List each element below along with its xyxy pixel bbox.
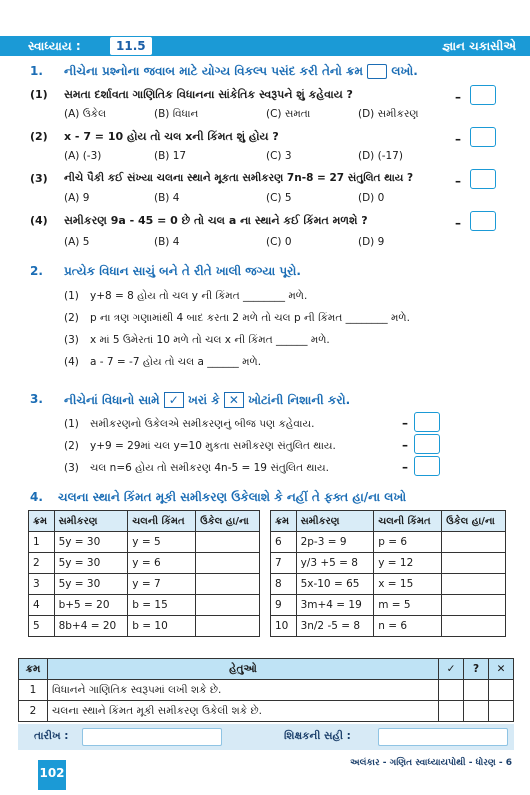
- q3-opt-b: (B) 4: [154, 192, 180, 204]
- s3-item1-no: (1): [64, 418, 79, 430]
- cell-no: 7: [271, 553, 297, 574]
- cell-equation: 2p-3 = 9: [296, 532, 374, 553]
- q3-text: નીચે પૈકી કઈ સંખ્યા ચલના સ્થાને મૂકતા સમીકરણ 7n-8 = 27 સંતુલિત થાય ?: [64, 172, 414, 184]
- section3-title-wrap: [64, 392, 350, 408]
- cell-equation: 5y = 30: [54, 553, 128, 574]
- table-row: [271, 616, 506, 637]
- cell-value: b = 15: [128, 595, 196, 616]
- q2-opt-a: (A) (-3): [64, 150, 102, 162]
- cell-answer[interactable]: [442, 574, 506, 595]
- goals-header-row: [19, 659, 514, 680]
- s2-item1-text: y+8 = 8 હોય તો ચલ y ની કિંમત ________ મળે.: [90, 290, 308, 302]
- goals-header-question-icon: ?: [464, 659, 489, 680]
- cell-answer[interactable]: [196, 595, 260, 616]
- goals-header-cross-icon: ✕: [489, 659, 514, 680]
- q1-opt-a: (A) ઉકેલ: [64, 108, 107, 120]
- goals-row-no: 1: [19, 680, 48, 701]
- q2-dash: –: [455, 132, 461, 146]
- table-left: [28, 510, 260, 637]
- q1-text: સમતા દર્શાવતા ગાણિતિક વિધાનના સાંકેતિક સ્વરૂપને શું કહેવાય ?: [64, 88, 353, 101]
- header-bar: [0, 36, 530, 56]
- section3-title-a: નીચેનાં વિધાનો સામે: [64, 393, 160, 407]
- section3-title-b: ખરાં કે: [188, 393, 220, 407]
- cell-value: y = 5: [128, 532, 196, 553]
- section1-title: નીચેના પ્રશ્નોના જવાબ માટે યોગ્ય વિકલ્પ પસંદ કરી તેનો ક્રમ: [64, 64, 363, 78]
- date-label: તારીખ :: [34, 730, 69, 742]
- goals-row-text: વિધાનને ગાણિતિક સ્વરૂપમાં લખી શકે છે.: [48, 680, 439, 701]
- header-equation: સમીકરણ: [296, 511, 374, 532]
- q2-text: x - 7 = 10 હોય તો ચલ xની કિંમત શું હોય ?: [64, 130, 279, 143]
- s3-item3-no: (3): [64, 462, 79, 474]
- section4-num: 4.: [30, 490, 43, 504]
- page-number: 102: [38, 760, 66, 790]
- s2-item3-text: x માં 5 ઉમેરતાં 10 મળે તો ચલ x ની કિંમત ______ મળે.: [90, 334, 330, 346]
- goals-check-tick[interactable]: [439, 701, 464, 722]
- q1-dash: –: [455, 90, 461, 104]
- table-header-row: [29, 511, 260, 532]
- teacher-sign-field[interactable]: [378, 728, 508, 746]
- goals-row-text: ચલના સ્થાને કિંમત મૂકી સમીકરણ ઉકેલી શકે છે.: [48, 701, 439, 722]
- header-value: ચલની કિંમત: [128, 511, 196, 532]
- cell-value: x = 15: [374, 574, 442, 595]
- section1-title-end: લખો.: [391, 64, 418, 78]
- s3-answer-box-3[interactable]: [414, 456, 440, 476]
- cell-no: 3: [29, 574, 55, 595]
- cell-answer[interactable]: [196, 616, 260, 637]
- cell-value: m = 5: [374, 595, 442, 616]
- cell-value: y = 7: [128, 574, 196, 595]
- cell-equation: y/3 +5 = 8: [296, 553, 374, 574]
- q2-opt-b: (B) 17: [154, 150, 187, 162]
- header-answer: ઉકેલ હા/ના: [442, 511, 506, 532]
- section2-title: પ્રત્યેક વિધાન સાચું બને તે રીતે ખાલી જગ્યા પૂરો.: [64, 264, 301, 278]
- table-row: [271, 595, 506, 616]
- cell-equation: 3n/2 -5 = 8: [296, 616, 374, 637]
- q4-no: (4): [30, 214, 48, 227]
- tick-icon: ✓: [164, 392, 184, 408]
- table-row: [29, 595, 260, 616]
- s3-answer-box-2[interactable]: [414, 434, 440, 454]
- q3-opt-c: (C) 5: [266, 192, 292, 204]
- table-row: [271, 532, 506, 553]
- q3-no: (3): [30, 172, 48, 185]
- q4-dash: –: [455, 216, 461, 230]
- q1-opt-b: (B) વિધાન: [154, 108, 199, 120]
- table-row: [29, 574, 260, 595]
- s3-item2-no: (2): [64, 440, 79, 452]
- cell-value: n = 6: [374, 616, 442, 637]
- q2-opt-c: (C) 3: [266, 150, 292, 162]
- section2-num: 2.: [30, 264, 43, 278]
- q1-opt-d: (D) સમીકરણ: [358, 108, 419, 120]
- cross-icon: ✕: [224, 392, 244, 408]
- q4-text: સમીકરણ 9a - 45 = 0 છે તો ચલ a ના સ્થાને કઈ કિંમત મળશે ?: [64, 214, 368, 227]
- goals-row: [19, 680, 514, 701]
- cell-no: 9: [271, 595, 297, 616]
- q3-answer-box[interactable]: [470, 169, 496, 189]
- s2-item4-no: (4): [64, 356, 79, 368]
- cell-equation: 3m+4 = 19: [296, 595, 374, 616]
- inline-answer-box: [367, 64, 387, 79]
- s3-item1-text: સમીકરણનો ઉકેલએ સમીકરણનું બીજ પણ કહેવાય.: [90, 418, 315, 430]
- cell-answer[interactable]: [442, 553, 506, 574]
- teacher-sign-label: શિક્ષકની સહી :: [284, 730, 351, 742]
- section3-num: 3.: [30, 392, 43, 406]
- cell-no: 2: [29, 553, 55, 574]
- q4-answer-box[interactable]: [470, 211, 496, 231]
- q3-dash: –: [455, 174, 461, 188]
- q2-no: (2): [30, 130, 48, 143]
- section1-num: 1.: [30, 64, 43, 78]
- header-value: ચલની કિંમત: [374, 511, 442, 532]
- goals-check-question[interactable]: [464, 701, 489, 722]
- s3-dash-3: –: [402, 460, 408, 474]
- cell-value: b = 10: [128, 616, 196, 637]
- cell-answer[interactable]: [196, 532, 260, 553]
- goals-row: [19, 701, 514, 722]
- s3-item2-text: y+9 = 29માં ચલ y=10 મુકતા સમીકરણ સંતુલિત થાય.: [90, 440, 336, 452]
- knowledge-check-label: જ્ઞાન ચકાસીએ: [442, 39, 516, 53]
- section1-title-wrap: [64, 64, 418, 79]
- table-header-row: [271, 511, 506, 532]
- s2-item4-text: a - 7 = -7 હોય તો ચલ a ______ મળે.: [90, 356, 262, 368]
- q1-opt-c: (C) સમતા: [266, 108, 311, 120]
- s3-dash-1: –: [402, 416, 408, 430]
- exercise-label: સ્વાધ્યાય :: [28, 39, 81, 53]
- s3-answer-box-1[interactable]: [414, 412, 440, 432]
- s3-item3-text: ચલ n=6 હોય તો સમીકરણ 4n-5 = 19 સંતુલિત થાય.: [90, 462, 329, 474]
- goals-row-no: 2: [19, 701, 48, 722]
- goals-header-no: ક્રમ: [19, 659, 48, 680]
- q4-opt-b: (B) 4: [154, 236, 180, 248]
- table-row: [271, 553, 506, 574]
- cell-value: p = 6: [374, 532, 442, 553]
- cell-answer[interactable]: [196, 574, 260, 595]
- table-row: [29, 553, 260, 574]
- section3-title-c: ખોટાંની નિશાની કરો.: [248, 393, 351, 407]
- exercise-number: 11.5: [110, 37, 152, 55]
- q1-answer-box[interactable]: [470, 85, 496, 105]
- table-row: [29, 532, 260, 553]
- goals-header-title: હેતુઓ: [48, 659, 439, 680]
- q3-opt-a: (A) 9: [64, 192, 90, 204]
- q3-opt-d: (D) 0: [358, 192, 385, 204]
- header-no: ક્રમ: [29, 511, 55, 532]
- q4-opt-a: (A) 5: [64, 236, 90, 248]
- cell-no: 10: [271, 616, 297, 637]
- cell-no: 6: [271, 532, 297, 553]
- cell-value: y = 12: [374, 553, 442, 574]
- q4-opt-c: (C) 0: [266, 236, 292, 248]
- goals-check-tick[interactable]: [439, 680, 464, 701]
- footer-bar: [18, 724, 514, 750]
- s2-item2-no: (2): [64, 312, 79, 324]
- header-equation: સમીકરણ: [54, 511, 128, 532]
- goals-header-tick-icon: ✓: [439, 659, 464, 680]
- section4-title: ચલના સ્થાને કિંમત મૂકી સમીકરણ ઉકેલાશે કે નહીં તે ફક્ત હા/ના લખો: [58, 490, 407, 504]
- header-no: ક્રમ: [271, 511, 297, 532]
- cell-answer[interactable]: [442, 532, 506, 553]
- cell-value: y = 6: [128, 553, 196, 574]
- q4-opt-d: (D) 9: [358, 236, 385, 248]
- cell-no: 1: [29, 532, 55, 553]
- goals-check-question[interactable]: [464, 680, 489, 701]
- cell-answer[interactable]: [196, 553, 260, 574]
- cell-no: 8: [271, 574, 297, 595]
- s2-item3-no: (3): [64, 334, 79, 346]
- cell-equation: 5y = 30: [54, 532, 128, 553]
- header-answer: ઉકેલ હા/ના: [196, 511, 260, 532]
- cell-no: 4: [29, 595, 55, 616]
- table-right: [270, 510, 506, 637]
- s2-item2-text: p ના ત્રણ ગણામાંથી 4 બાદ કરતા 2 મળે તો ચલ p ની કિંમત ________ મળે.: [90, 312, 410, 324]
- goals-table: [18, 658, 514, 722]
- cell-answer[interactable]: [442, 595, 506, 616]
- table-row: [29, 616, 260, 637]
- goals-check-cross[interactable]: [489, 680, 514, 701]
- q2-opt-d: (D) (-17): [358, 150, 403, 162]
- book-title: અલંકાર - ગણિત સ્વાધ્યાયપોથી - ધોરણ - 6: [350, 758, 512, 768]
- cell-equation: 8b+4 = 20: [54, 616, 128, 637]
- cell-answer[interactable]: [442, 616, 506, 637]
- s3-dash-2: –: [402, 438, 408, 452]
- table-row: [271, 574, 506, 595]
- goals-check-cross[interactable]: [489, 701, 514, 722]
- s2-item1-no: (1): [64, 290, 79, 302]
- date-field[interactable]: [82, 728, 222, 746]
- cell-equation: 5x-10 = 65: [296, 574, 374, 595]
- q2-answer-box[interactable]: [470, 127, 496, 147]
- q1-no: (1): [30, 88, 48, 101]
- cell-equation: 5y = 30: [54, 574, 128, 595]
- cell-equation: b+5 = 20: [54, 595, 128, 616]
- cell-no: 5: [29, 616, 55, 637]
